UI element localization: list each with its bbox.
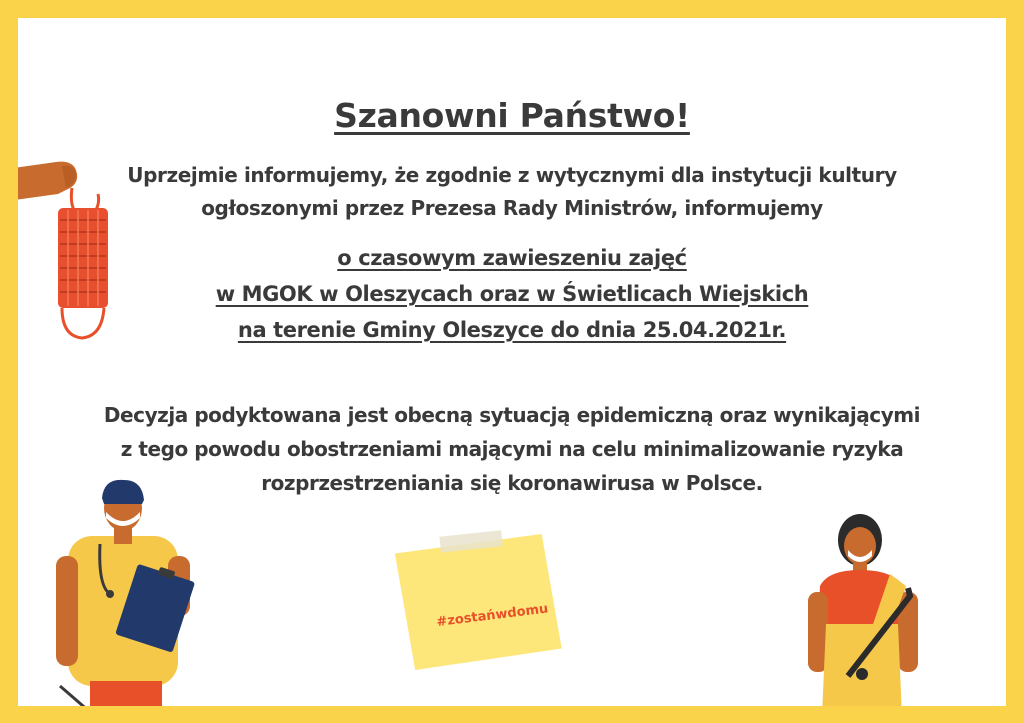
suspension-notice	[78, 240, 946, 348]
intro-paragraph	[78, 159, 946, 225]
hand-holding-mask-illustration	[18, 158, 120, 348]
doctor-illustration	[38, 476, 208, 706]
notice-line: na terenie Gminy Oleszyce do dnia 25.04.2021r.	[237, 318, 787, 342]
notice-line: w MGOK w Oleszycach oraz w Świetlicach Wiejskich	[215, 282, 809, 306]
poster-heading: Szanowni Państwo!	[334, 96, 690, 135]
sticky-note-text: #zostańwdomu	[435, 601, 550, 631]
notice-line: o czasowym zawieszeniu zajęć	[337, 246, 687, 270]
decision-line: Decyzja podyktowana jest obecną sytuacją epidemiczną oraz wynikającymi	[103, 403, 921, 427]
sticky-note-illustration	[388, 523, 568, 673]
poster-sheet	[18, 18, 1006, 706]
woman-illustration	[798, 506, 928, 706]
decision-line: rozprzestrzeniania się koronawirusa w Polsce.	[261, 471, 763, 495]
intro-line: ogłoszonymi przez Prezesa Rady Ministrów, informujemy	[201, 196, 823, 220]
decision-line: z tego powodu obostrzeniami mającymi na celu minimalizowanie ryzyka	[120, 437, 904, 461]
intro-line: Uprzejmie informujemy, że zgodnie z wytycznymi dla instytucji kultury	[127, 163, 897, 187]
